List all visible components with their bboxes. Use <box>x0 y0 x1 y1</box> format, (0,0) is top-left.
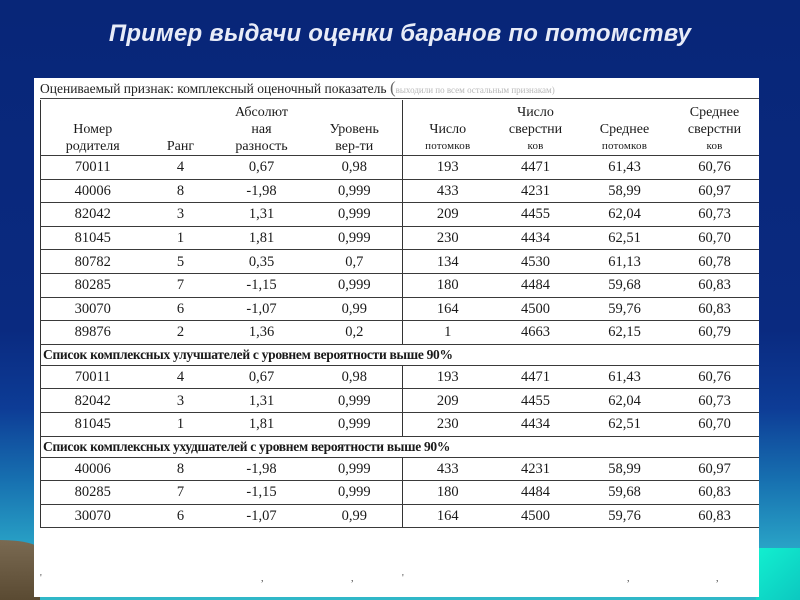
header-line <box>403 104 493 121</box>
cell-peer-count: 4663 <box>493 321 579 345</box>
cell-peer-mean: 60,73 <box>671 389 759 413</box>
worseners-section-heading-label: Список комплексных ухудшателей с уровнем вероятности выше 90% <box>41 436 759 457</box>
cell-offspring-mean: 61,43 <box>579 156 671 180</box>
cell-probability-level: 0,2 <box>307 321 403 345</box>
cell-rank: 1 <box>145 412 217 436</box>
header-line: разность <box>235 139 288 154</box>
background-sea-decoration <box>756 548 800 600</box>
header-line: Среднее <box>599 122 650 137</box>
cell-offspring-count: 193 <box>403 156 493 180</box>
cell-sire-number: 80285 <box>41 481 145 505</box>
cell-peer-count: 4471 <box>493 365 579 389</box>
cell-absolute-difference: 0,67 <box>217 156 307 180</box>
cell-probability-level: 0,999 <box>307 481 403 505</box>
header-line: Среднее <box>689 105 740 120</box>
cell-sire-number: 30070 <box>41 504 145 528</box>
cell-probability-level: 0,999 <box>307 273 403 297</box>
cell-sire-number: 80782 <box>41 250 145 274</box>
cell-offspring-count: 433 <box>403 457 493 481</box>
cell-absolute-difference: 0,35 <box>217 250 307 274</box>
column-header-peer-mean <box>671 100 759 156</box>
cell-absolute-difference: -1,15 <box>217 273 307 297</box>
cell-peer-mean: 60,83 <box>671 481 759 505</box>
improvers-section-heading-label: Список комплексных улучшателей с уровнем вероятности выше 90% <box>41 344 759 365</box>
cell-offspring-mean: 59,68 <box>579 273 671 297</box>
cell-offspring-mean: 59,76 <box>579 504 671 528</box>
cell-probability-level: 0,999 <box>307 203 403 227</box>
header-line <box>145 104 217 121</box>
cell-probability-level: 0,7 <box>307 250 403 274</box>
table-row <box>41 226 759 250</box>
cell-peer-mean: 60,97 <box>671 457 759 481</box>
cell-rank: 1 <box>145 226 217 250</box>
column-header-peer-count <box>493 100 579 156</box>
cell-sire-number: 89876 <box>41 321 145 345</box>
cell-absolute-difference: -1,07 <box>217 297 307 321</box>
table-row <box>41 179 759 203</box>
cell-rank: 7 <box>145 273 217 297</box>
cell-sire-number: 30070 <box>41 297 145 321</box>
cell-sire-number: 40006 <box>41 457 145 481</box>
cell-absolute-difference: 1,81 <box>217 412 307 436</box>
cell-offspring-count: 209 <box>403 389 493 413</box>
cell-sire-number: 70011 <box>41 156 145 180</box>
table-row <box>41 156 759 180</box>
cell-probability-level: 0,999 <box>307 179 403 203</box>
table-row <box>41 321 759 345</box>
cell-rank: 3 <box>145 203 217 227</box>
caption-text: Оцениваемый признак: комплексный оценочный показатель <box>40 81 387 96</box>
header-line <box>579 104 671 121</box>
cell-absolute-difference: 1,31 <box>217 203 307 227</box>
column-header-offspring-mean <box>579 100 671 156</box>
cell-peer-count: 4530 <box>493 250 579 274</box>
sire-evaluation-table <box>40 100 759 528</box>
cell-peer-count: 4231 <box>493 457 579 481</box>
table-row <box>41 273 759 297</box>
cell-absolute-difference: 1,81 <box>217 226 307 250</box>
header-line: потомков <box>425 140 471 152</box>
header-line: Уровень <box>329 122 379 137</box>
cell-sire-number: 82042 <box>41 203 145 227</box>
header-line: сверстни <box>508 122 563 137</box>
header-line: вер-ти <box>335 139 374 154</box>
cell-absolute-difference: 0,67 <box>217 365 307 389</box>
cell-rank: 2 <box>145 321 217 345</box>
cell-sire-number: 81045 <box>41 412 145 436</box>
cell-peer-mean: 60,78 <box>671 250 759 274</box>
scan-artifact: , <box>261 573 264 584</box>
cell-peer-mean: 60,83 <box>671 297 759 321</box>
cell-peer-count: 4500 <box>493 504 579 528</box>
cell-absolute-difference: -1,98 <box>217 179 307 203</box>
cell-peer-mean: 60,83 <box>671 273 759 297</box>
cell-sire-number: 82042 <box>41 389 145 413</box>
cell-offspring-mean: 58,99 <box>579 457 671 481</box>
cell-peer-mean: 60,76 <box>671 156 759 180</box>
worsener-row <box>41 504 759 528</box>
scan-artifact: ' <box>40 573 42 584</box>
cell-offspring-count: 134 <box>403 250 493 274</box>
header-line <box>145 121 217 138</box>
cell-absolute-difference: 1,36 <box>217 321 307 345</box>
cell-sire-number: 70011 <box>41 365 145 389</box>
worsener-row <box>41 457 759 481</box>
column-header-sire-number <box>41 100 145 156</box>
cell-absolute-difference: -1,15 <box>217 481 307 505</box>
cell-sire-number: 40006 <box>41 179 145 203</box>
cell-rank: 8 <box>145 457 217 481</box>
cell-offspring-mean: 62,51 <box>579 226 671 250</box>
cell-offspring-mean: 62,51 <box>579 412 671 436</box>
scan-artifact: , <box>351 573 354 584</box>
cell-peer-count: 4500 <box>493 297 579 321</box>
cell-offspring-mean: 62,15 <box>579 321 671 345</box>
cell-peer-count: 4471 <box>493 156 579 180</box>
cell-offspring-count: 193 <box>403 365 493 389</box>
cell-offspring-mean: 62,04 <box>579 389 671 413</box>
cell-peer-mean: 60,76 <box>671 365 759 389</box>
caption-paren: ( <box>389 78 396 97</box>
cell-probability-level: 0,999 <box>307 412 403 436</box>
table-panel <box>34 78 759 597</box>
cell-peer-count: 4434 <box>493 226 579 250</box>
cell-peer-count: 4455 <box>493 389 579 413</box>
caption-note: выходили по всем остальным признакам) <box>395 85 555 95</box>
cell-offspring-count: 164 <box>403 297 493 321</box>
header-line: ков <box>706 140 723 152</box>
header-line: ная <box>251 122 272 137</box>
cell-offspring-count: 1 <box>403 321 493 345</box>
cell-offspring-count: 180 <box>403 481 493 505</box>
cell-rank: 4 <box>145 156 217 180</box>
cell-peer-mean: 60,83 <box>671 504 759 528</box>
column-header-offspring-count <box>403 100 493 156</box>
header-line <box>41 104 145 121</box>
table-caption <box>40 78 759 99</box>
slide-title: Пример выдачи оценки баранов по потомству <box>108 20 692 47</box>
cell-rank: 3 <box>145 389 217 413</box>
cell-peer-mean: 60,97 <box>671 179 759 203</box>
improver-row <box>41 412 759 436</box>
cell-offspring-count: 230 <box>403 412 493 436</box>
improvers-section-heading <box>41 344 759 365</box>
cell-offspring-mean: 61,13 <box>579 250 671 274</box>
cell-peer-mean: 60,70 <box>671 412 759 436</box>
cell-probability-level: 0,99 <box>307 297 403 321</box>
cell-peer-count: 4455 <box>493 203 579 227</box>
cell-peer-mean: 60,79 <box>671 321 759 345</box>
scan-artifact: ' <box>402 573 404 584</box>
header-line: Число <box>517 105 554 120</box>
header-line: сверстни <box>687 122 742 137</box>
cell-absolute-difference: -1,98 <box>217 457 307 481</box>
table-row <box>41 203 759 227</box>
cell-sire-number: 80285 <box>41 273 145 297</box>
cell-rank: 6 <box>145 504 217 528</box>
cell-offspring-count: 209 <box>403 203 493 227</box>
cell-peer-mean: 60,73 <box>671 203 759 227</box>
cell-rank: 5 <box>145 250 217 274</box>
cell-offspring-count: 230 <box>403 226 493 250</box>
worseners-section-heading <box>41 436 759 457</box>
header-line: ков <box>527 140 544 152</box>
header-line: родителя <box>65 139 120 154</box>
column-header-absolute-difference <box>217 100 307 156</box>
cell-peer-count: 4484 <box>493 273 579 297</box>
header-line: Ранг <box>166 139 195 154</box>
cell-probability-level: 0,999 <box>307 389 403 413</box>
cell-peer-count: 4434 <box>493 412 579 436</box>
header-line: Номер <box>73 122 113 137</box>
cell-offspring-count: 164 <box>403 504 493 528</box>
worsener-row <box>41 481 759 505</box>
header-line <box>307 104 403 121</box>
cell-sire-number: 81045 <box>41 226 145 250</box>
header-line: Абсолют <box>235 105 288 120</box>
column-header-rank <box>145 100 217 156</box>
cell-rank: 7 <box>145 481 217 505</box>
cell-probability-level: 0,98 <box>307 365 403 389</box>
cell-offspring-mean: 62,04 <box>579 203 671 227</box>
cell-offspring-mean: 58,99 <box>579 179 671 203</box>
cell-peer-count: 4484 <box>493 481 579 505</box>
table-row <box>41 297 759 321</box>
cell-offspring-mean: 59,76 <box>579 297 671 321</box>
cell-offspring-count: 180 <box>403 273 493 297</box>
header-line: Число <box>429 122 467 137</box>
column-header-probability-level <box>307 100 403 156</box>
cell-rank: 8 <box>145 179 217 203</box>
header-line: потомков <box>601 140 648 152</box>
cell-offspring-mean: 61,43 <box>579 365 671 389</box>
cell-peer-mean: 60,70 <box>671 226 759 250</box>
header-row <box>41 100 759 156</box>
cell-absolute-difference: 1,31 <box>217 389 307 413</box>
cell-offspring-count: 433 <box>403 179 493 203</box>
cell-offspring-mean: 59,68 <box>579 481 671 505</box>
table-row <box>41 250 759 274</box>
cell-peer-count: 4231 <box>493 179 579 203</box>
cell-probability-level: 0,999 <box>307 226 403 250</box>
cell-absolute-difference: -1,07 <box>217 504 307 528</box>
improver-row <box>41 389 759 413</box>
scan-artifact: , <box>716 573 719 584</box>
cell-probability-level: 0,999 <box>307 457 403 481</box>
scan-artifact: , <box>627 573 630 584</box>
cell-rank: 6 <box>145 297 217 321</box>
cell-probability-level: 0,98 <box>307 156 403 180</box>
cell-rank: 4 <box>145 365 217 389</box>
improver-row <box>41 365 759 389</box>
cell-probability-level: 0,99 <box>307 504 403 528</box>
